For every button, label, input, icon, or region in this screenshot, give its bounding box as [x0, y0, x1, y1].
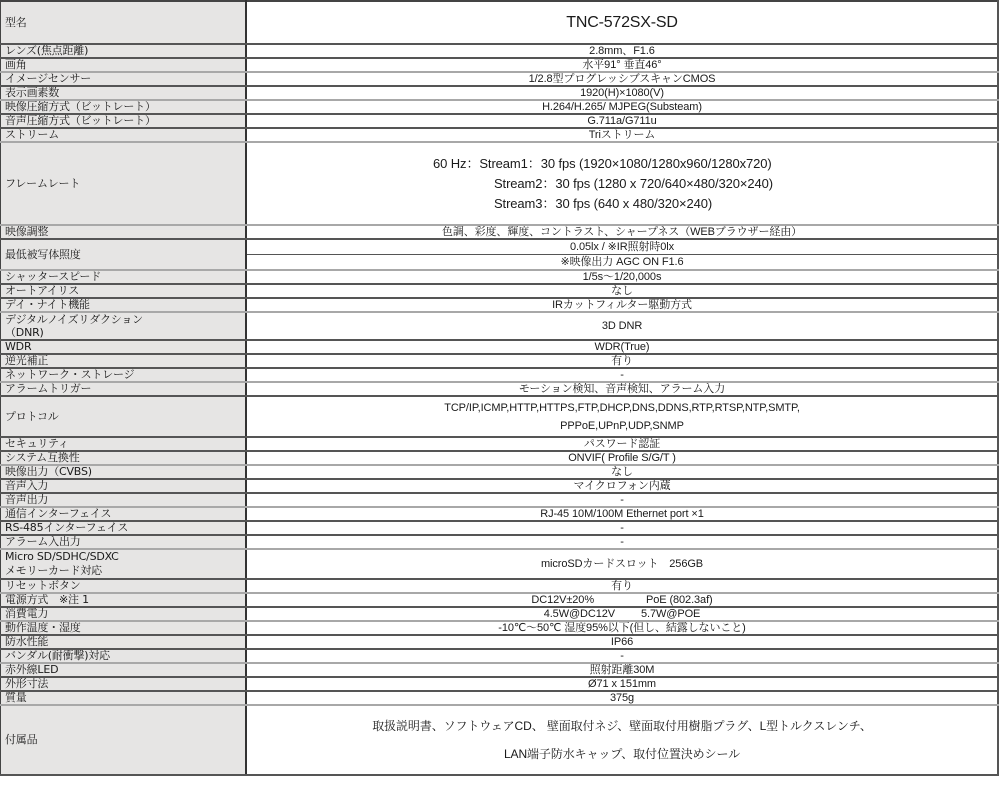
frame-rate-value	[246, 142, 998, 225]
spec-row	[1, 649, 999, 663]
spec-label: 音声出力	[1, 493, 247, 507]
spec-row-min-illumination	[1, 239, 999, 270]
spec-label: オートアイリス	[1, 284, 247, 298]
spec-row	[1, 535, 999, 549]
model-name: TNC-572SX-SD	[246, 1, 998, 44]
spec-row	[1, 621, 999, 635]
spec-label-dnr	[1, 312, 247, 340]
spec-row	[1, 128, 999, 142]
spec-label: 防水性能	[1, 635, 247, 649]
spec-row	[1, 58, 999, 72]
spec-row	[1, 72, 999, 86]
label-model: 型名	[1, 1, 247, 44]
spec-label: アラーム入出力	[1, 535, 247, 549]
spec-value: IP66	[246, 635, 998, 649]
spec-label: アラームトリガー	[1, 382, 247, 396]
stream-value: 30 fps (1920×1080/1280x960/1280x720)	[540, 155, 772, 171]
spec-value: 1/2.8型プログレッシブスキャンCMOS	[246, 72, 998, 86]
spec-label: 画角	[1, 58, 247, 72]
spec-label: シャッタースピード	[1, 270, 247, 284]
spec-row	[1, 579, 999, 593]
spec-value: ONVIF( Profile S/G/T )	[246, 451, 998, 465]
spec-value: Triストリーム	[246, 128, 998, 142]
spec-row	[1, 284, 999, 298]
spec-value: なし	[246, 465, 998, 479]
spec-value: Ø71 x 151mm	[246, 677, 998, 691]
accessories-line1: 取扱説明書、ソフトウェアCD、 壁面取付ネジ、壁面取付用樹脂プラグ、L型トルクスレンチ、	[372, 719, 872, 733]
spec-value: モーション検知、音声検知、アラーム入力	[246, 382, 998, 396]
spec-label: 通信インターフェイス	[1, 507, 247, 521]
spec-row	[1, 691, 999, 705]
spec-label: 音声入力	[1, 479, 247, 493]
spec-row	[1, 663, 999, 677]
spec-value: G.711a/G711u	[246, 114, 998, 128]
spec-row	[1, 451, 999, 465]
spec-row	[1, 465, 999, 479]
spec-label: 動作温度・湿度	[1, 621, 247, 635]
spec-row	[1, 114, 999, 128]
memory-card-label-line1: Micro SD/SDHC/SDXC	[5, 550, 119, 563]
spec-value: 3D DNR	[246, 312, 998, 340]
spec-label: RS-485インターフェイス	[1, 521, 247, 535]
spec-value: -	[246, 649, 998, 663]
accessories-line2: LAN端子防水キャップ、取付位置決めシール	[503, 747, 741, 761]
spec-row	[1, 382, 999, 396]
min-illumination-value	[246, 239, 998, 270]
spec-row	[1, 507, 999, 521]
spec-row	[1, 44, 999, 58]
spec-value: パスワード認証	[246, 437, 998, 451]
spec-label-memory-card	[1, 549, 247, 579]
spec-label: 映像圧縮方式（ビットレート）	[1, 100, 247, 114]
memory-card-label-line2: メモリーカード対応	[5, 564, 102, 577]
spec-label: フレームレート	[1, 142, 247, 225]
spec-value: 照射距離30M	[246, 663, 998, 677]
spec-row	[1, 493, 999, 507]
spec-row	[1, 270, 999, 284]
spec-value: -	[246, 368, 998, 382]
spec-value: 有り	[246, 579, 998, 593]
frame-rate-stream3	[433, 194, 773, 214]
power-value-dc: DC12V±20%	[531, 594, 595, 606]
stream-value: 30 fps (1280 x 720/640×480/320×240)	[555, 175, 774, 191]
spec-row	[1, 521, 999, 535]
spec-value: -	[246, 493, 998, 507]
consumption-value-poe: 5.7W@POE	[641, 608, 701, 620]
protocol-line1: TCP/IP,ICMP,HTTP,HTTPS,FTP,DHCP,DNS,DDNS,RTP,RTSP,NTP,SMTP,	[444, 401, 800, 414]
spec-value: マイクロフォン内蔵	[246, 479, 998, 493]
spec-value: H.264/H.265/ MJPEG(Substeam)	[246, 100, 998, 114]
spec-value: RJ-45 10M/100M Ethernet port ×1	[246, 507, 998, 521]
spec-label: 映像出力（CVBS)	[1, 465, 247, 479]
consumption-value-dc: 4.5W@DC12V	[543, 608, 616, 620]
spec-value: 2.8mm、F1.6	[246, 44, 998, 58]
spec-value: -	[246, 535, 998, 549]
spec-label: バンダル(耐衝撃)対応	[1, 649, 247, 663]
spec-label: レンズ(焦点距離)	[1, 44, 247, 58]
spec-row-frame-rate	[1, 142, 999, 225]
spec-row	[1, 225, 999, 239]
spec-label: ネットワーク・ストレージ	[1, 368, 247, 382]
spec-label: イメージセンサー	[1, 72, 247, 86]
protocol-line2: PPPoE,UPnP,UDP,SNMP	[560, 419, 684, 432]
dnr-label-line1: デジタルノイズリダクション	[5, 313, 143, 326]
spec-row	[1, 437, 999, 451]
stream-name: Stream1：	[479, 155, 541, 171]
stream-value: 30 fps (640 x 480/320×240)	[555, 195, 713, 211]
spec-label: 外形寸法	[1, 677, 247, 691]
spec-row	[1, 100, 999, 114]
min-illumination-line2: ※映像出力 AGC ON F1.6	[560, 256, 684, 268]
spec-label: 表示画素数	[1, 86, 247, 100]
spec-label: システム互換性	[1, 451, 247, 465]
spec-row-memory-card	[1, 549, 999, 579]
spec-label: 最低被写体照度	[1, 239, 247, 270]
spec-value: 色調、彩度、輝度、コントラスト、シャープネス（WEBブラウザー経由）	[246, 225, 998, 239]
spec-value: WDR(True)	[246, 340, 998, 354]
stream-name: Stream2：	[493, 175, 556, 191]
frame-rate-list	[433, 154, 773, 214]
spec-row	[1, 354, 999, 368]
spec-row-model	[1, 1, 999, 44]
spec-label: リセットボタン	[1, 579, 247, 593]
spec-row	[1, 479, 999, 493]
spec-row	[1, 635, 999, 649]
spec-value: microSDカードスロット 256GB	[246, 549, 998, 579]
spec-label: 消費電力	[1, 607, 247, 621]
spec-label: 赤外線LED	[1, 663, 247, 677]
spec-row	[1, 368, 999, 382]
power-value-poe: PoE (802.3af)	[646, 594, 713, 606]
spec-value: -	[246, 521, 998, 535]
frame-rate-prefix: 60 Hz：	[432, 155, 480, 171]
spec-label: 付属品	[1, 705, 247, 775]
spec-label: 音声圧縮方式（ビットレート）	[1, 114, 247, 128]
spec-value: 1920(H)×1080(V)	[246, 86, 998, 100]
spec-label: 映像調整	[1, 225, 247, 239]
spec-label: セキュリティ	[1, 437, 247, 451]
power-value	[246, 593, 998, 607]
spec-value: なし	[246, 284, 998, 298]
spec-label: プロトコル	[1, 396, 247, 437]
dnr-label-line2: （DNR)	[5, 326, 44, 339]
frame-rate-stream2	[433, 174, 773, 194]
spec-row-power	[1, 593, 999, 607]
spec-row-dnr	[1, 312, 999, 340]
protocol-value	[246, 396, 998, 437]
spec-row	[1, 677, 999, 691]
spec-label: ストリーム	[1, 128, 247, 142]
accessories-value	[246, 705, 998, 775]
spec-value: 有り	[246, 354, 998, 368]
spec-label: WDR	[1, 340, 247, 354]
spec-row-protocol	[1, 396, 999, 437]
spec-value: 1/5s～1/20,000s	[246, 270, 998, 284]
spec-row	[1, 298, 999, 312]
spec-label: 電源方式 ※注 1	[1, 593, 247, 607]
spec-value: 水平91° 垂直46°	[246, 58, 998, 72]
spec-label: 逆光補正	[1, 354, 247, 368]
spec-label: デイ・ナイト機能	[1, 298, 247, 312]
spec-value: 375g	[246, 691, 998, 705]
spec-row	[1, 340, 999, 354]
spec-value: IRカットフィルター駆動方式	[246, 298, 998, 312]
spec-row	[1, 86, 999, 100]
spec-value: -10℃～50℃ 湿度95%以下(但し、結露しないこと)	[246, 621, 998, 635]
spec-row-consumption	[1, 607, 999, 621]
spec-row-accessories	[1, 705, 999, 775]
min-illumination-line1: 0.05lx / ※IR照射時0lx	[247, 240, 997, 255]
consumption-value	[246, 607, 998, 621]
spec-label: 質量	[1, 691, 247, 705]
frame-rate-stream1	[433, 154, 773, 174]
stream-name: Stream3：	[493, 195, 556, 211]
